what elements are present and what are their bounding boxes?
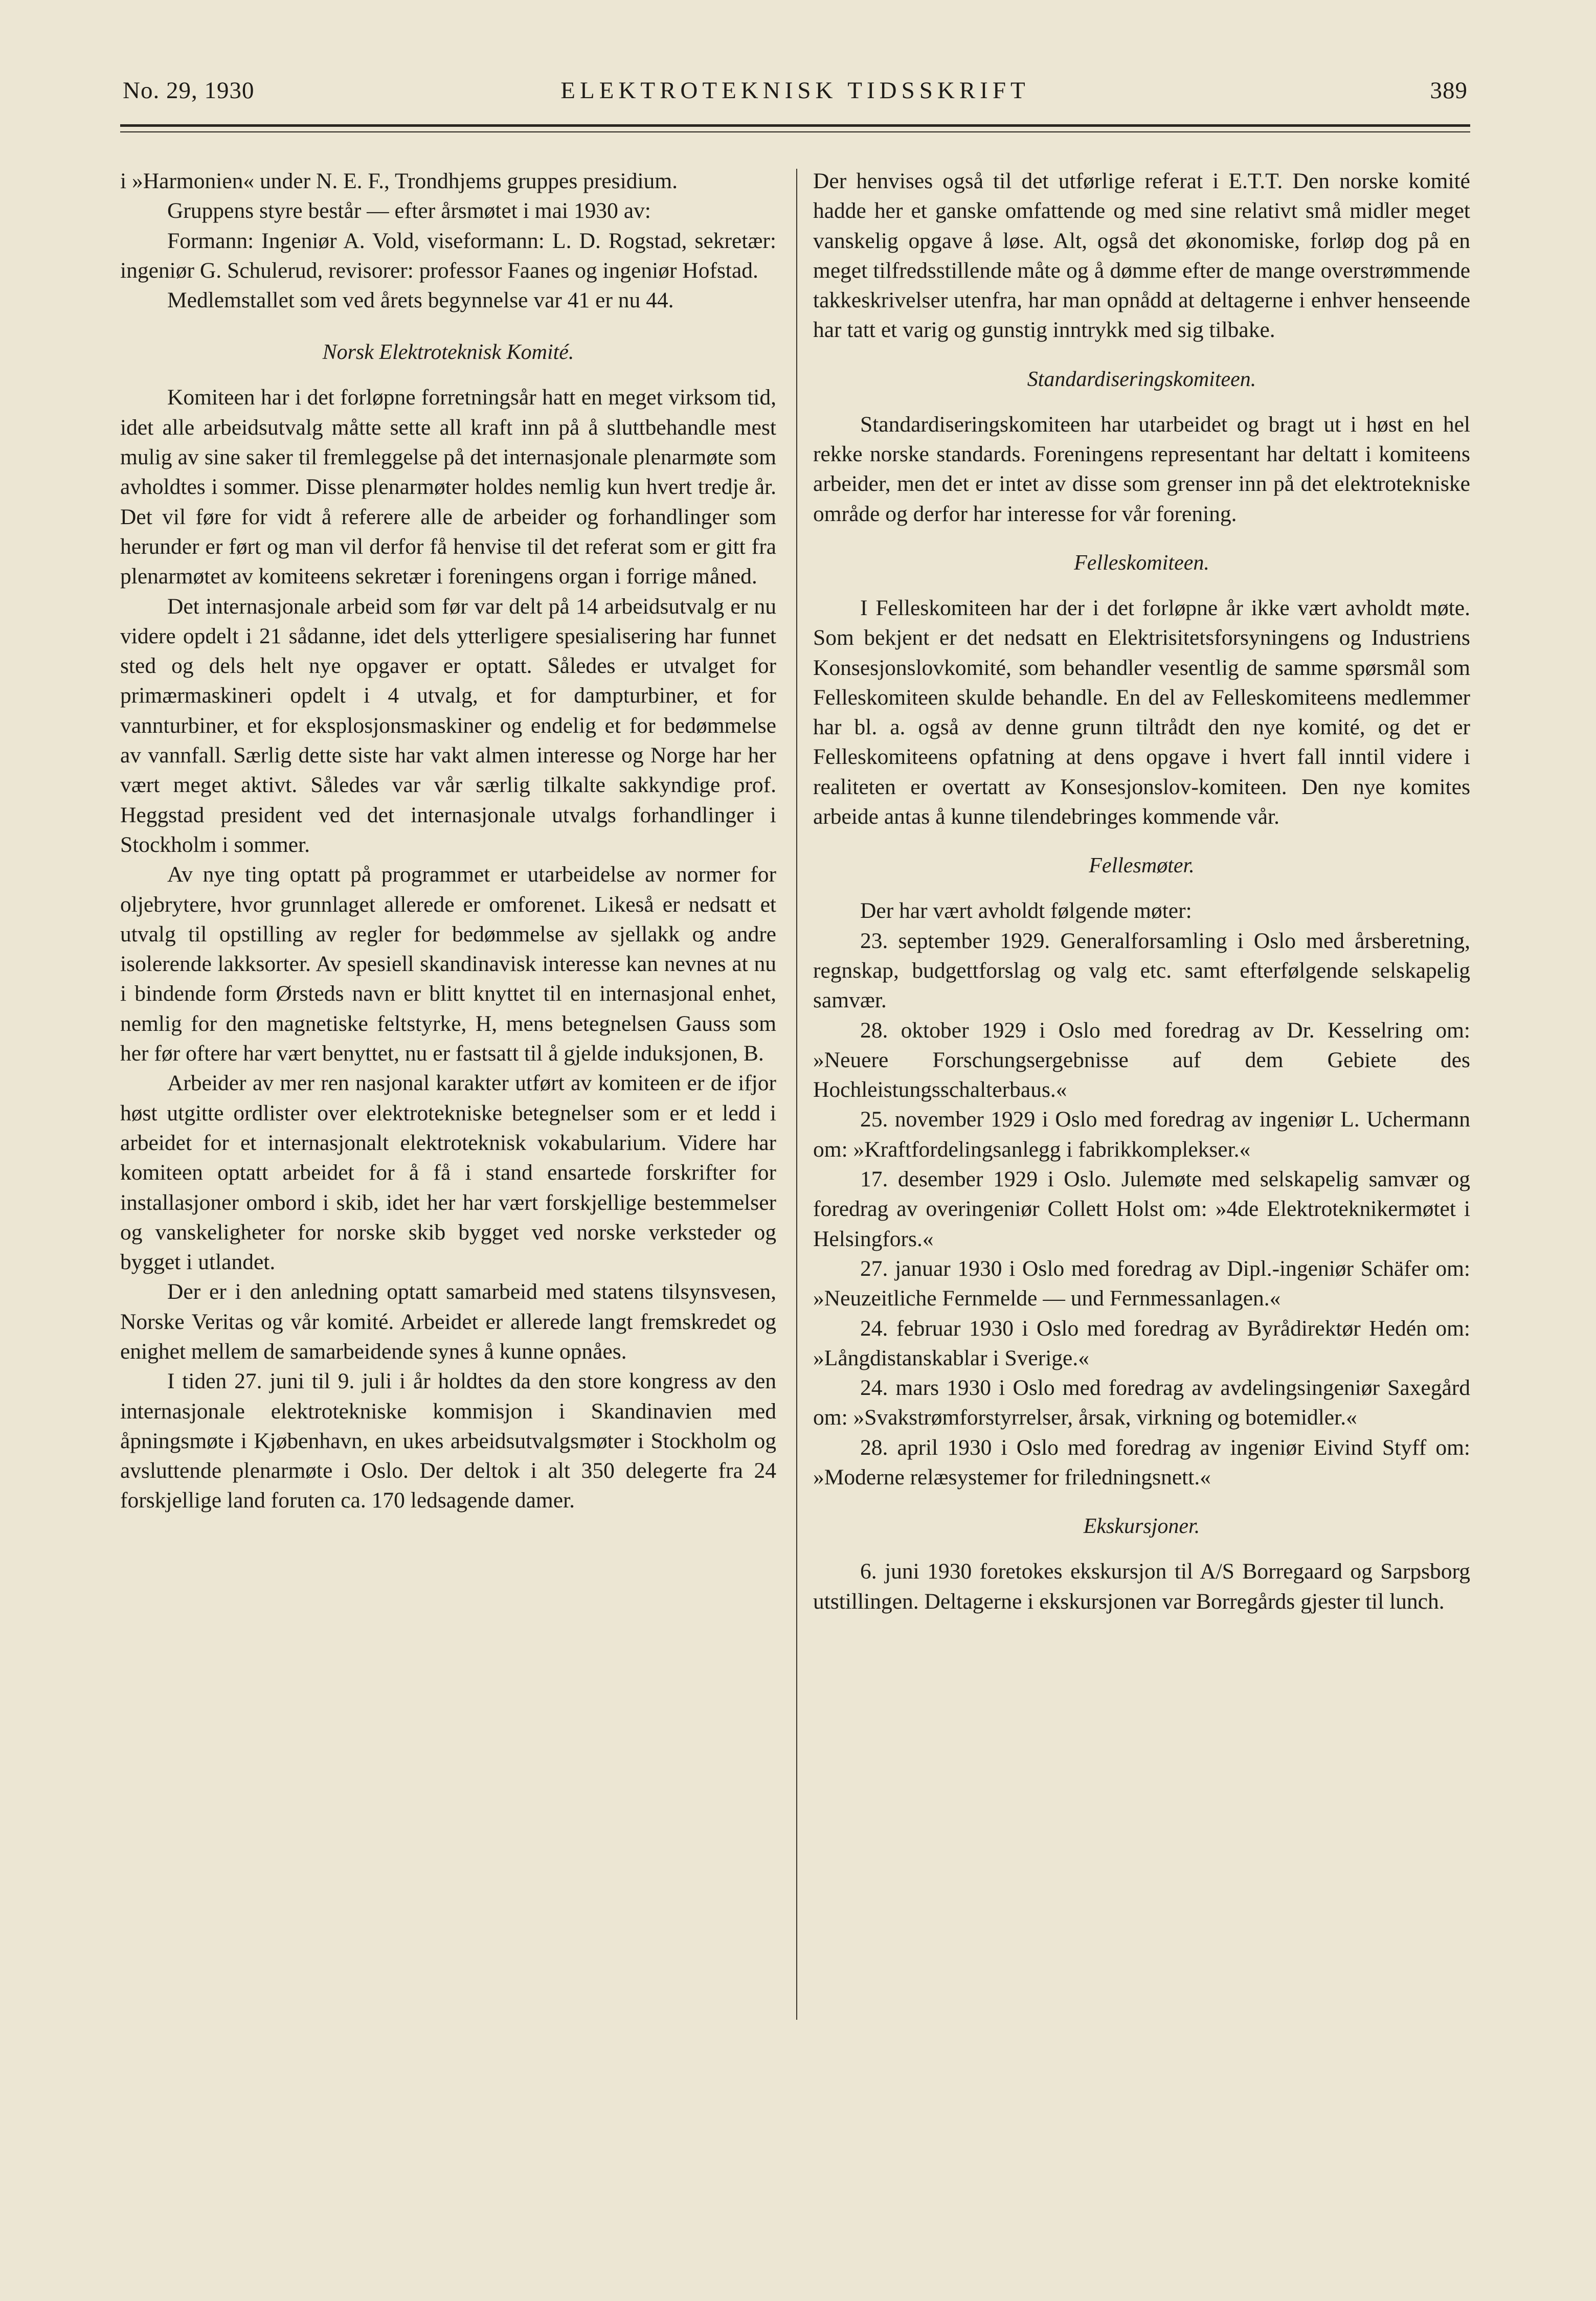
paragraph: Standardiseringskomiteen har utarbeidet og bragt ut i høst en hel rekke norske standards. Foreningens representant har deltatt i komiteens arbeider, men det er intet av disse som grenser inn på det elektrotekniske område og derfor har interesse for vår forening. — [813, 412, 1470, 526]
right-column — [813, 166, 1470, 1616]
paragraph: i »Harmonien« under N. E. F., Trondhjems gruppes presidium. — [120, 169, 678, 193]
section-heading-ekskursjoner: Ekskursjoner. — [1083, 1515, 1200, 1539]
page-number: 389 — [1430, 77, 1468, 104]
paragraph: 6. juni 1930 foretokes ekskursjon til A/S Borregaard og Sarpsborg utstillingen. Deltagerne i ekskursjonen var Borregårds gjester til lunch. — [813, 1559, 1470, 1614]
section-heading-standardiseringskomiteen: Standardiseringskomiteen. — [1027, 367, 1256, 391]
left-column — [120, 166, 776, 1516]
page-header — [123, 77, 1468, 112]
meeting-entry: 23. september 1929. Generalforsamling i Oslo med årsberetning, regnskap, budgettforslag og valg etc. samt efterfølgende selskapelig samvær. — [813, 928, 1470, 1013]
column-divider — [796, 169, 797, 2020]
meeting-entry: 24. februar 1930 i Oslo med foredrag av Byrådirektør Hedén om: »Långdistanskablar i Sverige.« — [813, 1316, 1470, 1370]
paragraph: Der henvises også til det utførlige referat i E.T.T. Den norske komité hadde her et ganske omfattende og med sine relativt små midler meget vanskelig opgave å løse. Alt, også det økonomiske, forløp dog på en meget tilfredsstillende måte og å dømme efter de mange overstrømmende takkeskrivelser utenfra, har man opnådd at deltagerne i enhver henseende har tatt et varig og gunstig inntrykk med sig tilbake. — [813, 169, 1470, 343]
meeting-entry: 17. desember 1929 i Oslo. Julemøte med selskapelig samvær og foredrag av overingeniør Collett Holst om: »4de Elektroteknikermøtet i Helsingfors.« — [813, 1167, 1470, 1251]
meeting-entry: 25. november 1929 i Oslo med foredrag av ingeniør L. Uchermann om: »Kraftfordelingsanlegg i fabrikkomplekser.« — [813, 1107, 1470, 1162]
paragraph: I tiden 27. juni til 9. juli i år holdtes da den store kongress av den internasjonale elektrotekniske kommisjon i Skandinavien med åpningsmøte i Kjøbenhavn, en ukes arbeidsutvalgsmøter i Stockholm og avsluttende plenarmøte i Oslo. Der deltok i alt 350 delegerte fra 24 forskjellige land foruten ca. 170 ledsagende damer. — [120, 1369, 776, 1513]
paragraph: Der har vært avholdt følgende møter: — [860, 898, 1192, 923]
meeting-entry: 28. april 1930 i Oslo med foredrag av ingeniør Eivind Styff om: »Moderne relæsystemer for friledningsnett.« — [813, 1435, 1470, 1490]
paragraph: Der er i den anledning optatt samarbeid med statens tilsynsvesen, Norske Veritas og vår komité. Arbeidet er allerede langt fremskredet og enighet mellem de samarbeidende synes å kunne opnåes. — [120, 1279, 776, 1364]
paragraph: Gruppens styre består — efter årsmøtet i mai 1930 av: — [167, 198, 651, 223]
paragraph: Formann: Ingeniør A. Vold, viseformann: L. D. Rogstad, sekretær: ingeniør G. Schulerud, revisorer: professor Faanes og ingeniør Hofstad. — [120, 228, 776, 283]
paragraph: Arbeider av mer ren nasjonal karakter utført av komiteen er de ifjor høst utgitte ordlister over elektrotekniske betegnelser som er et ledd i arbeidet for et internasjonalt elektroteknisk vokabularium. Videre har komiteen optatt arbeidet for å få i stand ensartede forskrifter for installasjoner ombord i skib, idet her har vært forskjellige bestemmelser og vanskeligheter for norske skib bygget ved norske verksteder og bygget i utlandet. — [120, 1071, 776, 1275]
header-rule-thin — [120, 131, 1470, 132]
paragraph: I Felleskomiteen har der i det forløpne år ikke vært avholdt møte. Som bekjent er det nedsatt en Elektrisitetsforsyningens og Industriens Konsesjonslovkomité, som behandler vesentlig de samme spørsmål som Felleskomiteen skulde behandle. En del av Felleskomiteens medlemmer har bl. a. også av denne grunn tiltrådt den nye komité, og det er Felleskomiteens opfatning at dens opgave i hvert fall inntil videre i realiteten er overtatt av Konsesjonslov-komiteen. Den nye komites arbeide antas å kunne tilendebringes kommende vår. — [813, 595, 1470, 829]
paragraph: Komiteen har i det forløpne forretningsår hatt en meget virksom tid, idet alle arbeidsutvalg måtte sette all kraft inn på å sluttbehandle mest mulig av sine saker til fremleggelse på det internasjonale plenarmøte som avholdtes i sommer. Disse plenarmøter holdes nemlig kun hvert tredje år. Det vil føre for vidt å referere alle de arbeider og forhandlinger som herunder er ført og man vil derfor få henvise til det referat som er gitt fra plenarmøtet av komiteens sekretær i foreningens organ i forrige måned. — [120, 385, 776, 589]
paragraph: Av nye ting optatt på programmet er utarbeidelse av normer for oljebrytere, hvor grunnlaget allerede er omforenet. Likeså er nedsatt et utvalg til opstilling av regler for bedømmelse av sjellakk og andre isolerende lakksorter. Av spesiell skandinavisk interesse kan nevnes at nu i bindende form Ørsteds navn er blitt knyttet til en internasjonal enhet, nemlig for den magnetiske feltstyrke, H, mens betegnelsen Gauss som her før oftere har vært benyttet, nu er fastsatt til å gjelde induksjonen, B. — [120, 862, 776, 1066]
section-heading-felleskomiteen: Felleskomiteen. — [1074, 551, 1209, 575]
issue-number: No. 29, 1930 — [123, 77, 255, 104]
paragraph: Det internasjonale arbeid som før var delt på 14 arbeidsutvalg er nu videre opdelt i 21 sådanne, idet dels ytterligere spesialisering har funnet sted og dels helt nye opgaver er optatt. Således er utvalget for primærmaskineri opdelt i 4 utvalg, et for dampturbiner, et for vannturbiner, et for eksplosjonsmaskiner og endelig et for bedømmelse av vannfall. Særlig dette siste har vakt almen interesse og Norge har her vært meget aktivt. Således var vår særlig tilkalte sakkyndige prof. Heggstad president ved det internasjonale utvalgs forhandlinger i Stockholm i sommer. — [120, 594, 776, 857]
meeting-entry: 24. mars 1930 i Oslo med foredrag av avdelingsingeniør Saxegård om: »Svakstrømforstyrrelser, årsak, virkning og botemidler.« — [813, 1375, 1470, 1430]
journal-title: ELEKTROTEKNISK TIDSSKRIFT — [560, 77, 1030, 104]
paragraph: Medlemstallet som ved årets begynnelse var 41 er nu 44. — [167, 288, 674, 313]
header-rule-thick — [120, 124, 1470, 127]
section-heading-norsk-elektroteknisk-komite: Norsk Elektroteknisk Komité. — [322, 341, 574, 365]
meeting-entry: 28. oktober 1929 i Oslo med foredrag av Dr. Kesselring om: »Neuere Forschungsergebnisse auf dem Gebiete des Hochleistungsschalterbaus.« — [813, 1018, 1470, 1102]
section-heading-fellesmoter: Fellesmøter. — [1089, 854, 1195, 878]
meeting-entry: 27. januar 1930 i Oslo med foredrag av Dipl.-ingeniør Schäfer om: »Neuzeitliche Fernmelde — und Fernmessanlagen.« — [813, 1256, 1470, 1311]
